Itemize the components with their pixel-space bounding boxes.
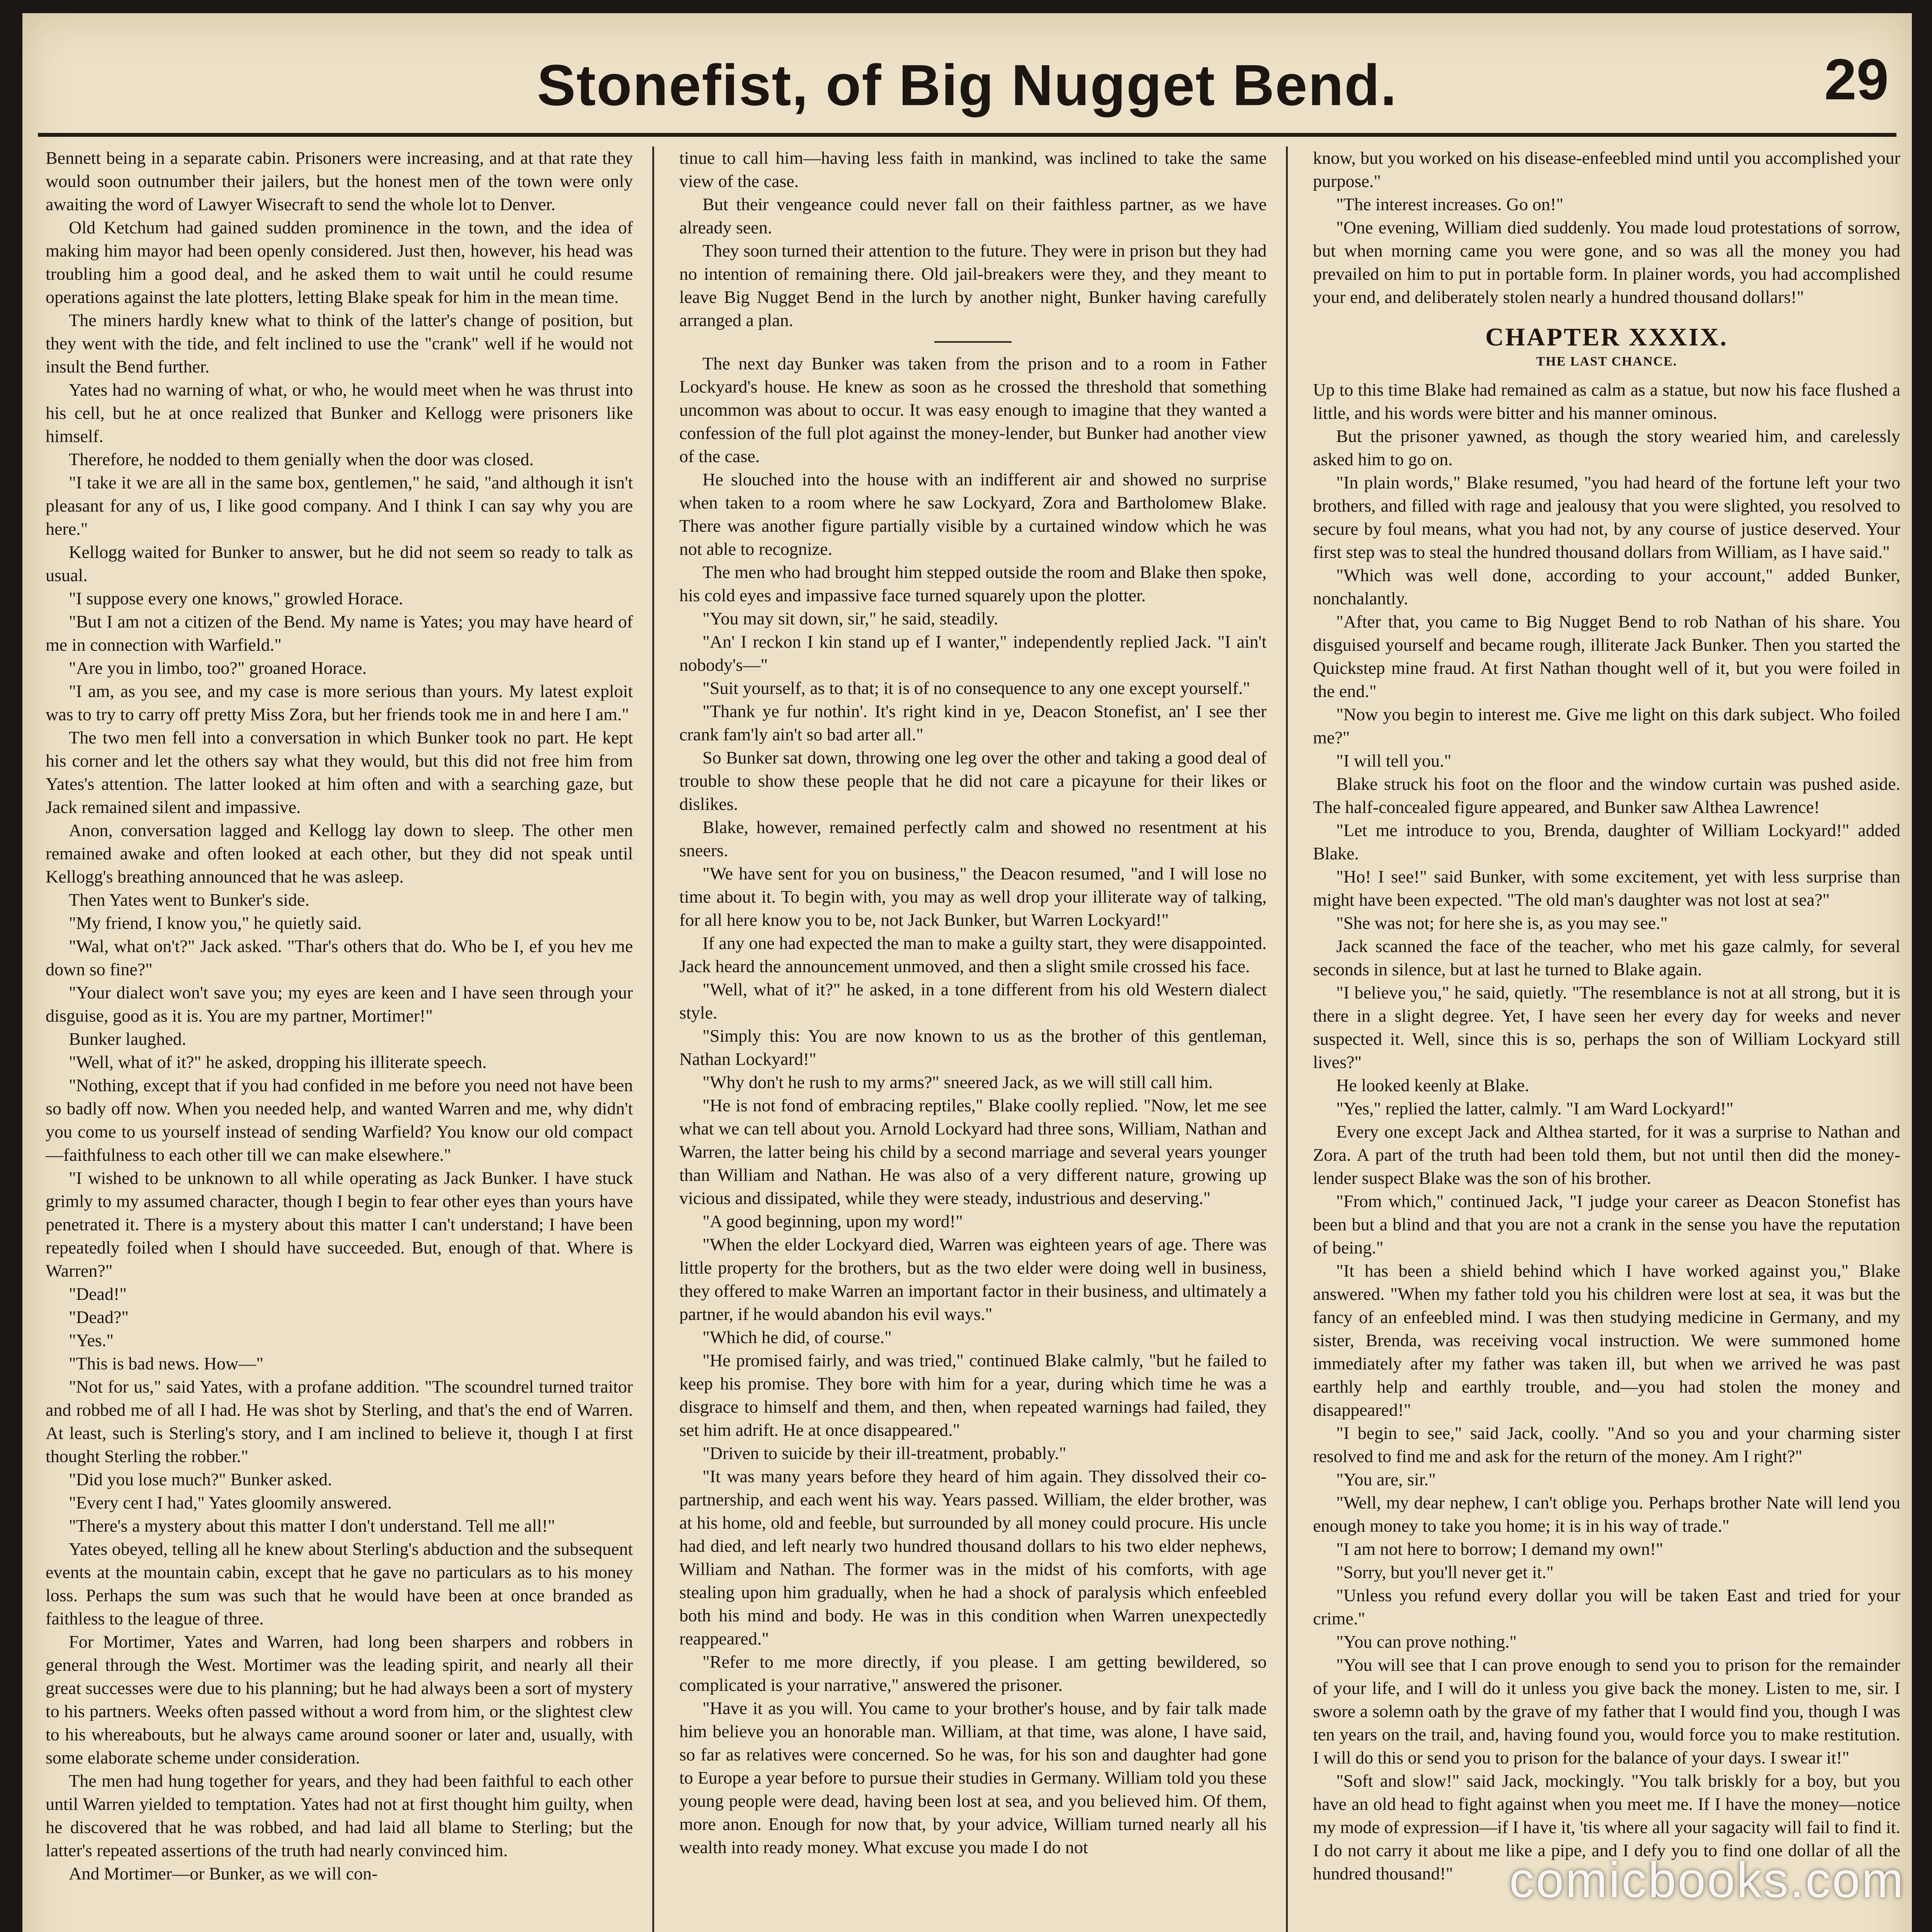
paragraph: "He promised fairly, and was tried," continued Blake calmly, "but he failed to keep his promise. They bore with him for a year, during which time he was a disgrace to himself and them, and then, when repeated warnings had failed, they set him adrift. He at once disappeared." <box>679 1350 1267 1440</box>
paragraph: Kellogg waited for Bunker to answer, but he did not seem so ready to talk as usual. <box>46 542 633 585</box>
paragraph: Yates had no warning of what, or who, he would meet when he was thrust into his cell, but he at once realized that Bunker and Kellogg were prisoners like himself. <box>46 380 633 446</box>
paragraph: "There's a mystery about this matter I don't understand. Tell me all!" <box>69 1516 555 1536</box>
paragraph: Every one except Jack and Althea started, for it was a surprise to Nathan and Zora. A part of the truth had been told them, but not until then did the money-lender suspect Blake was the son of his brother. <box>1313 1122 1900 1188</box>
paragraph: But their vengeance could never fall on their faithless partner, as we have already seen. <box>679 194 1267 237</box>
paragraph: So Bunker sat down, throwing one leg over the other and taking a good deal of trouble to show these people that he did not care a picayune for their likes or dislikes. <box>679 748 1267 814</box>
paragraph: Jack scanned the face of the teacher, who met his gaze calmly, for several seconds in silence, but at last he turned to Blake again. <box>1313 936 1900 979</box>
paragraph: "I am, as you see, and my case is more serious than yours. My latest exploit was to try to carry off pretty Miss Zora, but her friends took me in and here I am." <box>46 681 633 724</box>
paragraph: "I am not here to borrow; I demand my own!" <box>1336 1539 1663 1559</box>
paragraph: "A good beginning, upon my word!" <box>702 1211 963 1231</box>
text-column-3 <box>1313 146 1900 1932</box>
paragraph: "Yes." <box>69 1330 114 1350</box>
paragraph: The next day Bunker was taken from the prison and to a room in Father Lockyard's house. He knew as soon as he crossed the threshold that something uncommon was about to occur. It was easy enough to imagine that they wanted a confession of the full plot against the money-lender, but Bunker had another view of the case. <box>679 354 1267 466</box>
section-break-rule <box>934 341 1012 343</box>
paragraph: "The interest increases. Go on!" <box>1336 194 1564 214</box>
page-title: Stonefist, of Big Nugget Bend. <box>537 53 1398 117</box>
paragraph: "You will see that I can prove enough to send you to prison for the remainder of your life, and I will do it unless you give back the money. Listen to me, sir. I swore a solemn oath by the grave of my father that I would find you, though I was ten years on the trail, and, having found you, would force you to make restitution. I will do this or send you to prison for the balance of your days. I swear it!" <box>1313 1655 1900 1767</box>
paragraph: And Mortimer—or Bunker, as we will con- <box>69 1864 378 1883</box>
chapter-heading: CHAPTER XXXIX. <box>1485 323 1728 351</box>
paragraph: "Did you lose much?" Bunker asked. <box>69 1469 332 1489</box>
paragraph: Blake struck his foot on the floor and the window curtain was pushed aside. The half-concealed figure appeared, and Bunker saw Althea Lawrence! <box>1313 774 1900 817</box>
paragraph: For Mortimer, Yates and Warren, had long been sharpers and robbers in general through the West. Mortimer was the leading spirit, and nearly all their great successes were due to his planning; but he had always been a sort of mystery to his partners. Weeks often passed without a word from him, or the slightest clew to his whereabouts, but he always came around sooner or later and, usually, with some elaborate scheme under consideration. <box>46 1632 633 1767</box>
paragraph: "Suit yourself, as to that; it is of no consequence to any one except yourself." <box>702 678 1250 698</box>
watermark: comicbooks.com <box>1509 1852 1905 1908</box>
text-column-2 <box>679 146 1267 1932</box>
paragraph: "We have sent for you on business," the Deacon resumed, "and I will lose no time about it. To begin with, you may as well drop your illiterate way of talking, for all here know you to be, not Jack Bunker, but Warren Lockyard!" <box>679 864 1267 930</box>
paragraph: "I suppose every one knows," growled Horace. <box>69 588 403 608</box>
paragraph: "This is bad news. How—" <box>69 1354 264 1373</box>
paragraph: "I will tell you." <box>1336 751 1452 770</box>
paragraph: "Dead!" <box>69 1284 127 1304</box>
paragraph: "An' I reckon I kin stand up ef I wanter," independently replied Jack. "I ain't nobody's—" <box>679 632 1267 675</box>
paragraph: But the prisoner yawned, as though the story wearied him, and carelessly asked him to go on. <box>1313 426 1900 469</box>
paragraph: "Have it as you will. You came to your brother's house, and by fair talk made him believe you an honorable man. William, at that time, was alone, I have said, so far as relatives were concerned. So he was, for his son and daughter had gone to Europe a year before to pursue their studies in Germany. William told you these young people were dead, having been lost at sea, and you believed him. Of them, more anon. Enough for now that, by your advice, William turned nearly all his wealth into ready money. What excuse you made I do not <box>679 1698 1267 1857</box>
paragraph: Old Ketchum had gained sudden prominence in the town, and the idea of making him mayor had been openly considered. Just then, however, his head was troubling him a good deal, and he asked them to wait until he could resume operations against the late plotters, letting Blake speak for him in the mean time. <box>46 218 633 307</box>
paragraph: "Now you begin to interest me. Give me light on this dark subject. Who foiled me?" <box>1313 704 1900 747</box>
paragraph: Anon, conversation lagged and Kellogg lay down to sleep. The other men remained awake and often looked at each other, but they did not speak until Kellogg's breathing announced that he was asleep. <box>46 820 633 886</box>
paragraph: "Sorry, but you'll never get it." <box>1336 1562 1554 1582</box>
paragraph: "Wal, what on't?" Jack asked. "Thar's others that do. Who be I, ef you hev me down so fine?" <box>46 936 633 979</box>
paragraph: "I wished to be unknown to all while operating as Jack Bunker. I have stuck grimly to my assumed character, though I begin to fear other eyes than yours have penetrated it. There is a mystery about this matter I can't understand; I have been repeatedly foiled when I should have succeeded. But, enough of that. Where is Warren?" <box>46 1168 633 1281</box>
paragraph: "Are you in limbo, too?" groaned Horace. <box>69 658 367 678</box>
paragraph: The two men fell into a conversation in which Bunker took no part. He kept his corner and let the others say what they would, but this did not free him from Yates's attention. The latter looked at him often and with a searching gaze, but Jack remained silent and impassive. <box>46 728 633 817</box>
paragraph: "I begin to see," said Jack, coolly. "And so you and your charming sister resolved to find me and ask for the return of the money. Am I right?" <box>1313 1423 1900 1466</box>
paragraph: The men had hung together for years, and they had been faithful to each other until Warren yielded to temptation. Yates had not at first thought him guilty, when he discovered that he was robbed, and had laid all blame to Sterling; but the latter's repeated assertions of the truth had nearly convinced him. <box>46 1771 633 1860</box>
paragraph: "Let me introduce to you, Brenda, daughter of William Lockyard!" added Blake. <box>1313 820 1900 863</box>
paragraph: "After that, you came to Big Nugget Bend to rob Nathan of his share. You disguised yourself and became rough, illiterate Jack Bunker. Then you started the Quickstep mine fraud. At first Nathan thought well of it, but you were foiled in the end." <box>1313 612 1900 701</box>
paragraph: "Which he did, of course." <box>702 1327 892 1347</box>
paragraph: "From which," continued Jack, "I judge your career as Deacon Stonefist has been but a blind and that you are not a crank in the sense you have the reputation of being." <box>1313 1191 1900 1257</box>
paragraph: If any one had expected the man to make a guilty start, they were disappointed. Jack heard the announcement unmoved, and then a slight smile crossed his face. <box>679 933 1267 976</box>
paragraph: "In plain words," Blake resumed, "you had heard of the fortune left your two brothers, and filled with rage and jealousy that you were slighted, you resolved to secure by foul means, what you had not, by any course of justice deserved. Your first step was to steal the hundred thousand dollars from William, as I have said." <box>1313 473 1900 562</box>
paragraph: "Every cent I had," Yates gloomily answered. <box>69 1493 392 1512</box>
paragraph: Therefore, he nodded to them genially when the door was closed. <box>69 449 534 469</box>
paragraph: Yates obeyed, telling all he knew about Sterling's abduction and the subsequent events at the mountain cabin, except that he gave no particulars as to his money loss. Perhaps the sum was such that he would have been at once branded as faithless to the league of three. <box>46 1539 633 1628</box>
paragraph: "Refer to me more directly, if you please. I am getting bewildered, so complicated is your narrative," answered the prisoner. <box>679 1652 1267 1695</box>
paragraph: "Nothing, except that if you had confided in me before you need not have been so badly off now. When you needed help, and wanted Warren and me, why didn't you come to us yourself instead of sending Warfield? You know our old compact—faithfulness to each other till we can make elsewhere." <box>46 1075 633 1165</box>
text-column-1 <box>46 146 633 1932</box>
chapter-subtitle: THE LAST CHANCE. <box>1536 354 1677 369</box>
paragraph: "But I am not a citizen of the Bend. My name is Yates; you may have heard of me in connection with Warfield." <box>46 612 633 655</box>
paragraph: "Well, what of it?" he asked, dropping his illiterate speech. <box>69 1052 487 1072</box>
page-number: 29 <box>1824 47 1889 112</box>
paragraph: "I take it we are all in the same box, gentlemen," he said, "and although it isn't pleasant for any of us, I like good company. And I think I can say why you are here." <box>46 473 633 539</box>
paragraph: "You are, sir." <box>1336 1469 1436 1489</box>
paragraph: Bennett being in a separate cabin. Prisoners were increasing, and at that rate they would soon outnumber their jailers, but the honest men of the town were only awaiting the word of Lawyer Wisecraft to send the whole lot to Denver. <box>46 148 633 214</box>
paragraph: "Your dialect won't save you; my eyes are keen and I have seen through your disguise, good as it is. You are my partner, Mortimer!" <box>46 983 633 1026</box>
paragraph: "You can prove nothing." <box>1336 1632 1517 1651</box>
paragraph: The men who had brought him stepped outside the room and Blake then spoke, his cold eyes and impassive face turned squarely upon the plotter. <box>679 562 1267 605</box>
paragraph: "Simply this: You are now known to us as the brother of this gentleman, Nathan Lockyard!" <box>679 1026 1267 1069</box>
paragraph: The miners hardly knew what to think of the latter's change of position, but they went with the tide, and felt inclined to use the "crank" well if he would not insult the Bend further. <box>46 310 633 376</box>
paragraph: "One evening, William died suddenly. You made loud protestations of sorrow, but when morning came you were gone, and so was all the money you had prevailed on him to put in portable form. In plainer words, you had accomplished your end, and deliberately stolen nearly a hundred thousand dollars!" <box>1313 218 1900 307</box>
column-3-text-before <box>1313 146 1900 309</box>
paragraph: Blake, however, remained perfectly calm and showed no resentment at his sneers. <box>679 817 1267 860</box>
paragraph: "I believe you," he said, quietly. "The resemblance is not at all strong, but it is there in a slight degree. Yet, I have seen her every day for weeks and never suspected it. Well, since this is so, perhaps the son of William Lockyard still lives?" <box>1313 983 1900 1072</box>
paragraph: "Which was well done, according to your account," added Bunker, nonchalantly. <box>1313 565 1900 608</box>
column-3-text-after <box>1313 378 1900 1885</box>
paragraph: "Well, my dear nephew, I can't oblige you. Perhaps brother Nate will lend you enough money to take you home; it is in his way of trade." <box>1313 1493 1900 1536</box>
paragraph: "Dead?" <box>69 1307 129 1327</box>
paragraph: "It was many years before they heard of him again. They dissolved their co-partnership, and each went his way. Years passed. William, the elder brother, was at his home, old and feeble, but surrounded by all money could procure. His uncle had died, and left nearly two hundred thousand dollars to his two elder nephews, William and Nathan. The former was in the midst of his comforts, with age stealing upon him gradually, when he had a shock of paralysis which enfeebled both his mind and body. He was in this condition when Warren unexpectedly reappeared." <box>679 1466 1267 1648</box>
paragraph: "Not for us," said Yates, with a profane addition. "The scoundrel turned traitor and robbed me of all I had. He was shot by Sterling, and that's the end of Warren. At least, such is Sterling's story, and I am inclined to believe it, though I at first thought Sterling the robber." <box>46 1377 633 1466</box>
paragraph: "You may sit down, sir," he said, steadily. <box>702 609 998 628</box>
paragraph: tinue to call him—having less faith in mankind, was inclined to take the same view of the case. <box>679 148 1267 191</box>
paragraph: "Well, what of it?" he asked, in a tone different from his old Western dialect style. <box>679 980 1267 1022</box>
paragraph: He looked keenly at Blake. <box>1336 1075 1529 1095</box>
paragraph: Then Yates went to Bunker's side. <box>69 890 310 910</box>
magazine-page <box>22 13 1912 1932</box>
column-divider <box>1286 146 1288 1932</box>
paragraph: "Yes," replied the latter, calmly. "I am Ward Lockyard!" <box>1336 1099 1734 1118</box>
paragraph: "It has been a shield behind which I have worked against you," Blake answered. "When my father told you his children were lost at sea, it was but the fancy of an enfeebled mind. I was then studying medicine in Germany, and my sister, Brenda, was receiving vocal instruction. We were summoned home immediately after my father was taken ill, but when we arrived he was past earthly help and earthly trouble, and—you had stolen the money and disappeared!" <box>1313 1261 1900 1420</box>
paragraph: "Ho! I see!" said Bunker, with some excitement, yet with less surprise than might have been expected. "The old man's daughter was not lost at sea?" <box>1313 867 1900 910</box>
paragraph: "Unless you refund every dollar you will be taken East and tried for your crime." <box>1313 1585 1900 1628</box>
paragraph: They soon turned their attention to the future. They were in prison but they had no intention of remaining there. Old jail-breakers were they, and they meant to leave Big Nugget Bend in the lurch by another night, Bunker having carefully arranged a plan. <box>679 241 1267 330</box>
paragraph: know, but you worked on his disease-enfeebled mind until you accomplished your purpose." <box>1313 148 1900 191</box>
paragraph: "When the elder Lockyard died, Warren was eighteen years of age. There was little property for the brothers, but as the two elder were doing well in business, they offered to make Warren an important factor in their business, and ultimately a partner, if he would abandon his evil ways." <box>679 1235 1267 1324</box>
paragraph: "Soft and slow!" said Jack, mockingly. "You talk briskly for a boy, but you have an old head to fight against when you meet me. If I have the money—notice my mode of expression—if I have it, 'tis where all your sagacity will fail to find it. I do not carry it about me like a pipe, and I defy you to find one dollar of all the hundred thousand!" <box>1313 1771 1900 1883</box>
paragraph: "Driven to suicide by their ill-treatment, probably." <box>702 1443 1066 1463</box>
paragraph: "He is not fond of embracing reptiles," Blake coolly replied. "Now, let me see what we can tell about you. Arnold Lockyard had three sons, William, Nathan and Warren, the latter being his child by a second marriage and several years younger than William and Nathan. He was also of a very different nature, growing up vicious and dissipated, while they were steady, industrious and deserving." <box>679 1095 1267 1208</box>
paragraph: Up to this time Blake had remained as calm as a statue, but now his face flushed a little, and his words were bitter and his manner ominous. <box>1313 380 1900 423</box>
paragraph: Bunker laughed. <box>69 1029 187 1049</box>
paragraph: "Thank ye fur nothin'. It's right kind in ye, Deacon Stonefist, an' I see ther crank fam'ly ain't so bad arter all." <box>679 701 1267 744</box>
column-divider <box>652 146 654 1932</box>
paragraph: "She was not; for here she is, as you may see." <box>1336 913 1668 933</box>
paragraph: "Why don't he rush to my arms?" sneered Jack, as we will still call him. <box>702 1072 1213 1092</box>
paragraph: He slouched into the house with an indifferent air and showed no surprise when taken to a room where he saw Lockyard, Zora and Bartholomew Blake. There was another figure partially visible by a curtained window which he was not able to recognize. <box>679 469 1267 559</box>
page-header <box>38 29 1896 137</box>
paragraph: "My friend, I know you," he quietly said. <box>69 913 362 933</box>
